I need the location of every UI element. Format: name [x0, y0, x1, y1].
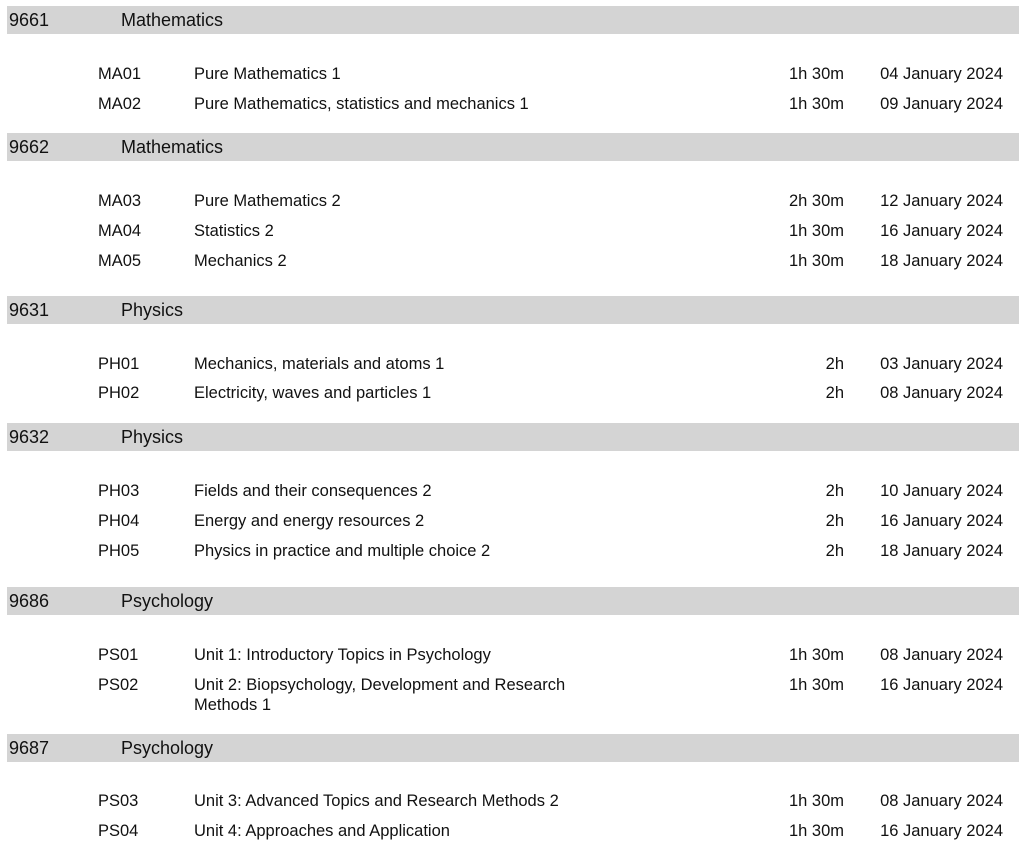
unit-name: Statistics 2 [194, 222, 274, 240]
unit-date: 16 January 2024 [880, 676, 1003, 694]
unit-code: MA03 [98, 192, 142, 210]
qualification-header [7, 296, 1019, 324]
unit-date: 16 January 2024 [880, 822, 1003, 840]
unit-row [0, 541, 1024, 561]
unit-date: 08 January 2024 [880, 384, 1003, 402]
unit-row [0, 645, 1024, 665]
unit-duration: 1h 30m [788, 646, 844, 664]
unit-date: 08 January 2024 [880, 792, 1003, 810]
unit-date: 16 January 2024 [880, 512, 1003, 530]
unit-name: Physics in practice and multiple choice 2 [194, 542, 491, 560]
unit-name: Energy and energy resources 2 [194, 512, 425, 530]
unit-duration: 2h [825, 384, 844, 402]
unit-row [0, 221, 1024, 241]
unit-code: PH02 [98, 384, 140, 402]
qualification-code: 9686 [9, 591, 50, 611]
unit-duration: 1h 30m [788, 792, 844, 810]
unit-duration: 1h 30m [788, 822, 844, 840]
unit-code: PH01 [98, 355, 140, 373]
unit-row [0, 511, 1024, 531]
unit-row [0, 94, 1024, 114]
unit-code: MA02 [98, 95, 142, 113]
unit-row [0, 251, 1024, 271]
unit-row [0, 383, 1024, 403]
unit-date: 04 January 2024 [880, 65, 1003, 83]
unit-duration: 2h [825, 482, 844, 500]
unit-duration: 2h [825, 542, 844, 560]
unit-name: Fields and their consequences 2 [194, 482, 432, 500]
unit-date: 16 January 2024 [880, 222, 1003, 240]
unit-code: PS01 [98, 646, 139, 664]
unit-date: 10 January 2024 [880, 482, 1003, 500]
unit-name: Unit 1: Introductory Topics in Psychology [194, 646, 491, 664]
unit-code: PS03 [98, 792, 139, 810]
unit-duration: 1h 30m [788, 65, 844, 83]
unit-duration: 1h 30m [788, 95, 844, 113]
unit-code: PS04 [98, 822, 139, 840]
qualification-code: 9662 [9, 137, 50, 157]
unit-row [0, 64, 1024, 84]
unit-row [0, 821, 1024, 841]
qualification-code: 9632 [9, 427, 50, 447]
unit-row [0, 791, 1024, 811]
qualification-header [7, 423, 1019, 451]
qualification-header [7, 587, 1019, 615]
unit-row [0, 354, 1024, 374]
qualification-header [7, 133, 1019, 161]
unit-duration: 2h [825, 355, 844, 373]
unit-date: 18 January 2024 [880, 542, 1003, 560]
unit-date: 12 January 2024 [880, 192, 1003, 210]
unit-name: Electricity, waves and particles 1 [194, 384, 432, 402]
unit-code: PH04 [98, 512, 140, 530]
unit-row [0, 675, 1024, 695]
unit-code: PH03 [98, 482, 140, 500]
unit-name: Unit 4: Approaches and Application [194, 822, 450, 840]
qualification-code: 9631 [9, 300, 50, 320]
unit-name: Pure Mathematics 1 [194, 65, 341, 83]
qualification-title: Mathematics [121, 10, 224, 30]
unit-duration: 1h 30m [788, 252, 844, 270]
qualification-code: 9661 [9, 10, 50, 30]
unit-code: PS02 [98, 676, 139, 694]
unit-row-continuation [0, 695, 1024, 715]
unit-date: 08 January 2024 [880, 646, 1003, 664]
qualification-code: 9687 [9, 738, 50, 758]
unit-name: Mechanics, materials and atoms 1 [194, 355, 445, 373]
qualification-title: Psychology [121, 738, 214, 758]
unit-row [0, 191, 1024, 211]
unit-code: MA04 [98, 222, 142, 240]
qualification-title: Psychology [121, 591, 214, 611]
unit-name-continuation: Methods 1 [194, 696, 272, 714]
qualification-header [7, 6, 1019, 34]
unit-date: 09 January 2024 [880, 95, 1003, 113]
unit-code: PH05 [98, 542, 140, 560]
unit-name: Pure Mathematics, statistics and mechanics 1 [194, 95, 529, 113]
unit-name: Unit 2: Biopsychology, Development and Research [194, 676, 566, 694]
unit-date: 18 January 2024 [880, 252, 1003, 270]
unit-duration: 1h 30m [788, 222, 844, 240]
unit-duration: 2h [825, 512, 844, 530]
unit-code: MA01 [98, 65, 142, 83]
qualification-title: Mathematics [121, 137, 224, 157]
unit-duration: 1h 30m [788, 676, 844, 694]
qualification-title: Physics [121, 427, 184, 447]
unit-name: Pure Mathematics 2 [194, 192, 341, 210]
unit-row [0, 481, 1024, 501]
unit-date: 03 January 2024 [880, 355, 1003, 373]
unit-name: Mechanics 2 [194, 252, 287, 270]
qualification-title: Physics [121, 300, 184, 320]
unit-name: Unit 3: Advanced Topics and Research Methods 2 [194, 792, 559, 810]
unit-duration: 2h 30m [788, 192, 844, 210]
unit-code: MA05 [98, 252, 142, 270]
qualification-header [7, 734, 1019, 762]
